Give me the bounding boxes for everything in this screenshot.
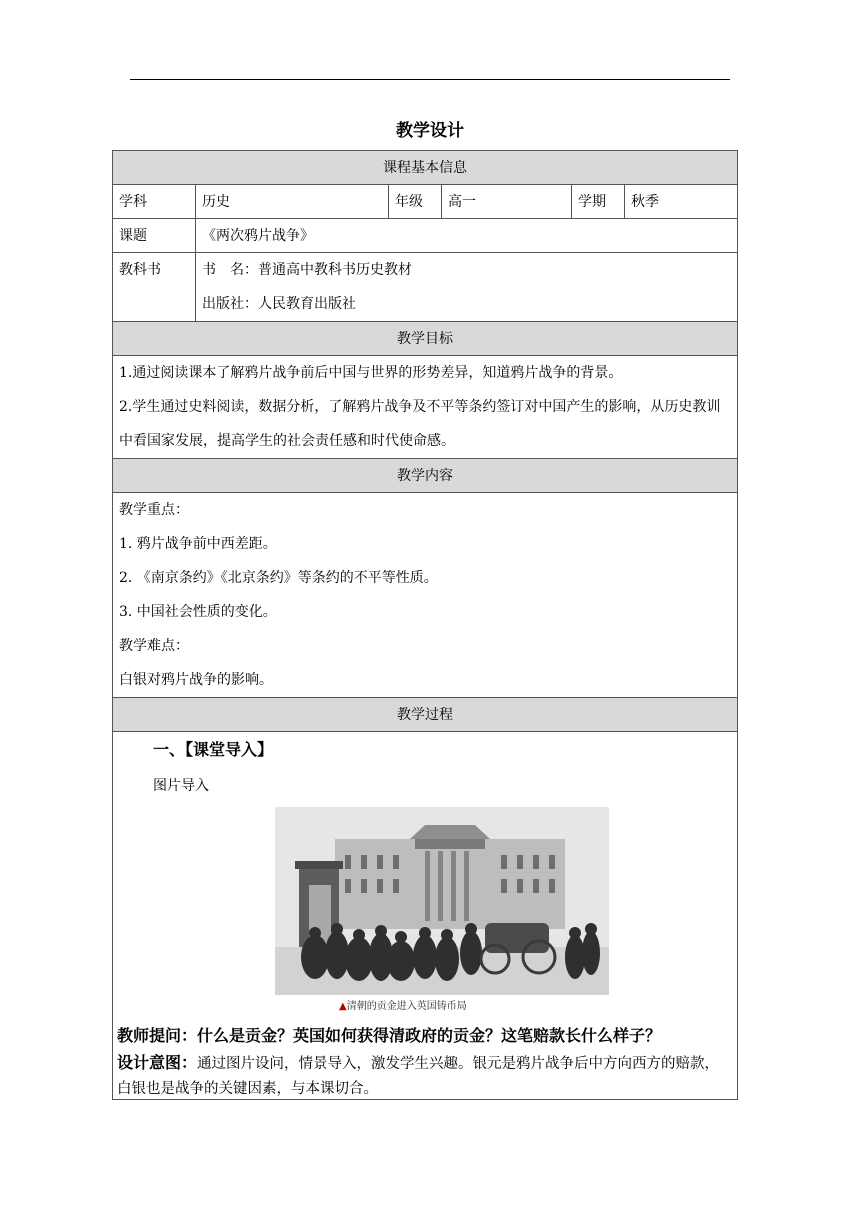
key-point-item: 2. 《南京条约》《北京条约》等条约的不平等性质。 [119,570,438,586]
section-header-process [113,698,738,732]
objectives-row [113,356,738,459]
key-point-item: 1. 鸦片战争前中西差距。 [119,536,277,552]
content-row [113,493,738,698]
subject-value: 历史 [196,185,389,219]
teacher-question: 教师提问：什么是贡金？英国如何获得清政府的贡金？这笔赔款长什么样子？ [117,1026,662,1045]
objective-item: 2.学生通过史料阅读，数据分析，了解鸦片战争及不平等条约签订对中国产生的影响，从历史教训中看国家发展，提高学生的社会责任感和时代使命感。 [119,399,721,449]
grade-label: 年级 [389,185,442,219]
historical-engraving-image [275,807,609,995]
lesson-plan-table [112,150,738,1100]
key-point-item: 3. 中国社会性质的变化。 [119,604,277,620]
caption-triangle-icon: ▲ [339,1001,347,1012]
topic-value: 《两次鸦片战争》 [196,219,738,253]
section-title: 教学目标 [113,322,738,356]
design-intent [117,1050,729,1102]
section-intro-heading: 一、【课堂导入】 [153,740,274,759]
section-title: 课程基本信息 [113,151,738,185]
grade-value: 高一 [442,185,572,219]
difficult-points-title: 教学难点： [119,638,189,654]
section-header-content [113,459,738,493]
section-title: 教学内容 [113,459,738,493]
header-rule [130,79,730,80]
topic-label: 课题 [113,219,196,253]
design-intent-label: 设计意图： [117,1053,198,1072]
picture-intro-label: 图片导入 [153,778,209,794]
process-row [113,732,738,1100]
term-label: 学期 [572,185,625,219]
key-points-title: 教学重点： [119,502,189,518]
objective-item: 1.通过阅读课本了解鸦片战争前后中国与世界的形势差异，知道鸦片战争的背景。 [119,365,623,381]
page-title: 教学设计 [396,121,464,141]
textbook-row [113,253,738,322]
section-title: 教学过程 [113,698,738,732]
topic-row [113,219,738,253]
book-name: 书 名：普通高中教科书历史教材 [202,262,412,278]
image-caption: ▲清朝的贡金进入英国铸币局 [339,1001,467,1012]
subject-label: 学科 [113,185,196,219]
info-row [113,185,738,219]
term-value: 秋季 [625,185,738,219]
textbook-label: 教科书 [119,262,161,278]
design-intent-text: 通过图片设问，情景导入，激发学生兴趣。银元是鸦片战争后中方向西方的赔款，白银也是战争的关键因素，与本课切合。 [117,1056,720,1097]
difficult-point-text: 白银对鸦片战争的影响。 [119,672,273,688]
section-header-objectives [113,322,738,356]
publisher: 出版社：人民教育出版社 [202,296,356,312]
section-header-basic [113,151,738,185]
